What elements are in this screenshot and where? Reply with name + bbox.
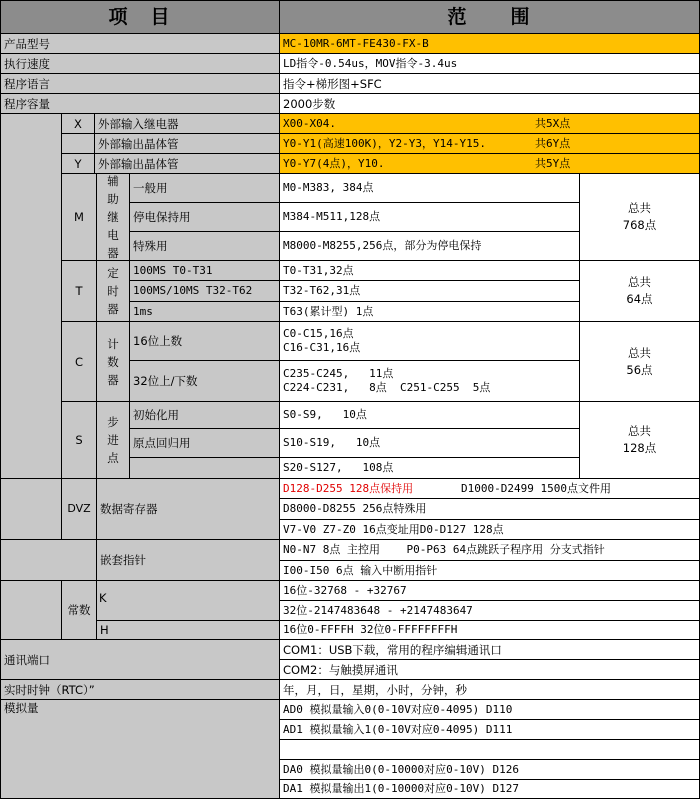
const-k-32bit: 32位-2147483648 - +2147483647 [279,600,700,621]
analog-da0: DA0 模拟量输出0(0-10000对应0-10V) D126 [279,759,700,780]
capacity-value: 2000步数 [279,93,700,114]
step-group: 步进点 [96,401,130,479]
io-value-y: Y0-Y7(4点)，Y10. 共5Y点 [279,153,700,174]
pointer-line1: N0-N7 8点 主控用 P0-P63 64点跳跃子程序用 分支式指针 [279,539,700,561]
analog-ad1: AD1 模拟量输入1(0-10V对应0-4095) D111 [279,719,700,740]
counter-value-32bit: C235-C245, 11点 C224-C231, 8点 C251-C255 5点 [279,360,580,402]
counter-code: C [61,321,97,402]
header-range: 范 围 [279,0,700,34]
step-value-home: S10-S19, 10点 [279,428,580,458]
io-value-y1: Y0-Y1(高速100K)，Y2-Y3，Y14-Y15. 共6Y点 [279,133,700,154]
dvz-retain-range: D128-D255 128点保持用 [283,481,414,495]
const-h-label: H [96,620,280,640]
speed-label: 执行速度 [0,53,280,74]
step-label-init: 初始化用 [129,401,280,429]
comm-line1: COM1：USB下载，常用的程序编辑通讯口 [279,639,700,660]
io-label-y: 外部输出晶体管 [94,153,280,174]
timer-label-10ms: 100MS/10MS T32-T62 [129,280,280,302]
header-item: 项 目 [0,0,280,34]
relay-value-special: M8000-M8255,256点，部分为停电保持 [279,231,580,261]
step-total: 总共 128点 [579,401,700,479]
analog-empty-row [279,739,700,760]
const-label: 常数 [61,580,97,640]
const-k-label: K [96,580,280,621]
language-value: 指令+梯形图+SFC [279,73,700,94]
device-group-cell [0,113,62,479]
counter-label-16bit: 16位上数 [129,321,280,361]
timer-value-10ms: T32-T62,31点 [279,280,580,302]
relay-group: 辅助继电器 [96,173,130,261]
io-code-y1 [61,133,95,154]
analog-label: 模拟量 [0,699,280,799]
const-k-16bit: 16位-32768 - +32767 [279,580,700,601]
io-value-x: X00-X04. 共5X点 [279,113,700,134]
counter-label-32bit: 32位上/下数 [129,360,280,402]
relay-label-general: 一般用 [129,173,280,203]
dvz-line1: D128-D255 128点保持用 D1000-D2499 1500点文件用 [279,478,700,499]
timer-total: 总共 64点 [579,260,700,322]
rtc-value: 年，月，日，星期，小时，分钟，秒 [279,679,700,700]
io-code-x: X [61,113,95,134]
dvz-label: 数据寄存器 [96,478,280,540]
const-h-value: 16位0-FFFFH 32位0-FFFFFFFFH [279,620,700,640]
counter-value-16bit: C0-C15,16点 C16-C31,16点 [279,321,580,361]
const-group-cell [0,580,62,640]
step-value-init: S0-S9, 10点 [279,401,580,429]
relay-total: 总共 768点 [579,173,700,261]
comm-line2: COM2：与触摸屏通讯 [279,659,700,680]
relay-value-retain: M384-M511,128点 [279,202,580,232]
relay-label-special: 特殊用 [129,231,280,261]
dvz-group-cell [0,478,62,540]
io-code-y: Y [61,153,95,174]
timer-value-100ms: T0-T31,32点 [279,260,580,281]
dvz-code: DVZ [61,478,97,540]
pointer-label: 嵌套指针 [96,539,280,581]
analog-ad0: AD0 模拟量输入0(0-10V对应0-4095) D110 [279,699,700,720]
rtc-label: 实时时钟（RTC）” [0,679,280,700]
model-label: 产品型号 [0,33,280,54]
pointer-line2: I00-I50 6点 输入中断用指针 [279,560,700,581]
model-value: MC-10MR-6MT-FE430-FX-B [279,33,700,54]
io-label-x: 外部输入继电器 [94,113,280,134]
relay-code: M [61,173,97,261]
step-label-general [129,457,280,479]
dvz-line2: D8000-D8255 256点特殊用 [279,498,700,520]
speed-value: LD指令-0.54us，MOV指令-3.4us [279,53,700,74]
pointer-group-cell [0,539,97,581]
step-label-home: 原点回归用 [129,428,280,458]
language-label: 程序语言 [0,73,280,94]
capacity-label: 程序容量 [0,93,280,114]
step-value-general: S20-S127, 108点 [279,457,580,479]
analog-da1: DA1 模拟量输出1(0-10000对应0-10V) D127 [279,779,700,799]
timer-group: 定时器 [96,260,130,322]
relay-value-general: M0-M383, 384点 [279,173,580,203]
counter-total: 总共 56点 [579,321,700,402]
counter-group: 计数器 [96,321,130,402]
timer-value-1ms: T63(累计型) 1点 [279,301,580,322]
relay-label-retain: 停电保持用 [129,202,280,232]
timer-label-1ms: 1ms [129,301,280,322]
io-label-y1: 外部输出晶体管 [94,133,280,154]
step-code: S [61,401,97,479]
timer-label-100ms: 100MS T0-T31 [129,260,280,281]
dvz-line3: V7-V0 Z7-Z0 16点变址用D0-D127 128点 [279,519,700,540]
timer-code: T [61,260,97,322]
comm-label: 通讯端口 [0,639,280,680]
